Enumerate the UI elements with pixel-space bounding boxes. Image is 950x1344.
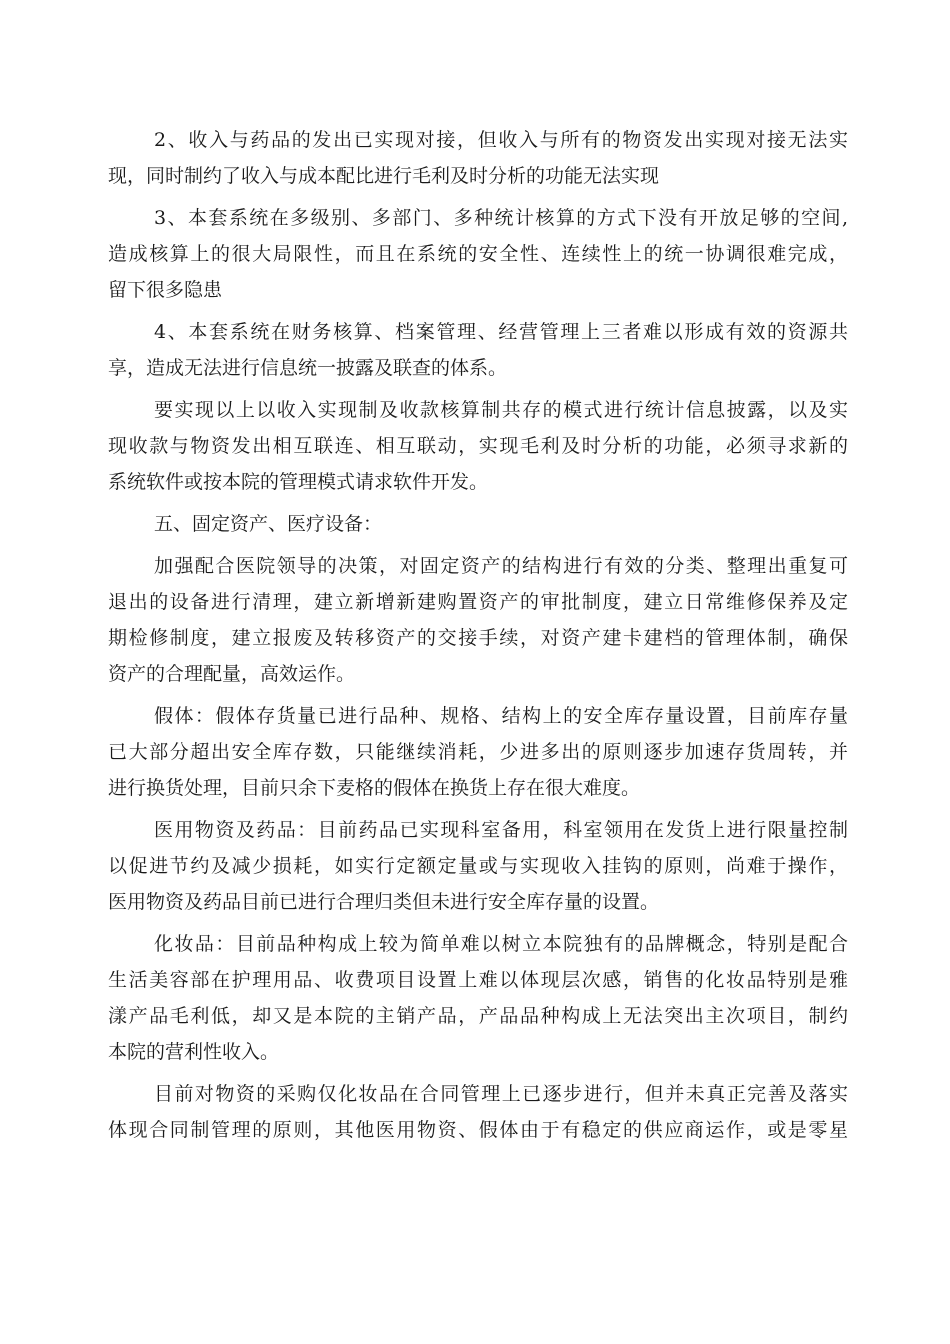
paragraph-item-2	[108, 122, 848, 194]
paragraph-line: 退出的设备进行清理，建立新增新建购置资产的审批制度，建立日常维修保养及定	[108, 591, 848, 613]
paragraph-line: 加强配合医院领导的决策，对固定资产的结构进行有效的分类、整理出重复可	[154, 555, 848, 577]
section-heading: 五、固定资产、医疗设备：	[154, 513, 383, 535]
paragraph-line: 享，造成无法进行信息统一披露及联查的体系。	[108, 357, 508, 379]
paragraph-fixed-assets	[108, 548, 848, 692]
document-body	[108, 122, 848, 1148]
paragraph-medical-supplies	[108, 812, 848, 920]
section-heading-fixed-assets	[108, 506, 848, 542]
paragraph-line: 本院的营利性收入。	[108, 1041, 280, 1063]
paragraph-line: 现，同时制约了收入与成本配比进行毛利及时分析的功能无法实现	[108, 165, 660, 187]
paragraph-line: 医用物资及药品目前已进行合理归类但未进行安全库存量的设置。	[108, 891, 660, 913]
paragraph-line: 3、本套系统在多级别、多部门、多种统计核算的方式下没有开放足够的空间,	[154, 207, 848, 229]
paragraph-line: 留下很多隐患	[108, 279, 223, 301]
paragraph-line: 现收款与物资发出相互联连、相互联动，实现毛利及时分析的功能，必须寻求新的	[108, 435, 848, 457]
paragraph-line: 以促进节约及减少损耗，如实行定额定量或与实现收入挂钩的原则，尚难于操作，	[108, 855, 848, 877]
paragraph-line: 系统软件或按本院的管理模式请求软件开发。	[108, 471, 489, 493]
paragraph-line: 漾产品毛利低，却又是本院的主销产品，产品品种构成上无法突出主次项目，制约	[108, 1005, 848, 1027]
paragraph-line: 生活美容部在护理用品、收费项目设置上难以体现层次感，销售的化妆品特别是雅	[108, 969, 848, 991]
paragraph-line: 已大部分超出安全库存数，只能继续消耗，少进多出的原则逐步加速存货周转，并	[108, 741, 848, 763]
paragraph-system-requirement	[108, 392, 848, 500]
paragraph-prosthesis	[108, 698, 848, 806]
paragraph-line: 资产的合理配量，高效运作。	[108, 663, 356, 685]
paragraph-line: 期检修制度，建立报废及转移资产的交接手续，对资产建卡建档的管理体制，确保	[108, 627, 848, 649]
paragraph-line: 目前对物资的采购仅化妆品在合同管理上已逐步进行，但并未真正完善及落实	[154, 1083, 848, 1105]
paragraph-item-3	[108, 200, 848, 308]
paragraph-line: 造成核算上的很大局限性，而且在系统的安全性、连续性上的统一协调很难完成，	[108, 243, 848, 265]
paragraph-line: 要实现以上以收入实现制及收款核算制共存的模式进行统计信息披露，以及实	[154, 399, 848, 421]
paragraph-line: 2、收入与药品的发出已实现对接，但收入与所有的物资发出实现对接无法实	[154, 129, 848, 151]
paragraph-item-4	[108, 314, 848, 386]
paragraph-line: 进行换货处理，目前只余下麦格的假体在换货上存在很大难度。	[108, 777, 641, 799]
paragraph-line: 化妆品：目前品种构成上较为简单难以树立本院独有的品牌概念，特别是配合	[154, 933, 848, 955]
paragraph-cosmetics	[108, 926, 848, 1070]
paragraph-line: 体现合同制管理的原则，其他医用物资、假体由于有稳定的供应商运作，或是零星	[108, 1119, 848, 1141]
paragraph-line: 假体：假体存货量已进行品种、规格、结构上的安全库存量设置，目前库存量	[154, 705, 848, 727]
paragraph-line: 医用物资及药品：目前药品已实现科室备用，科室领用在发货上进行限量控制	[154, 819, 848, 841]
paragraph-procurement	[108, 1076, 848, 1148]
paragraph-line: 4、本套系统在财务核算、档案管理、经营管理上三者难以形成有效的资源共	[154, 321, 848, 343]
